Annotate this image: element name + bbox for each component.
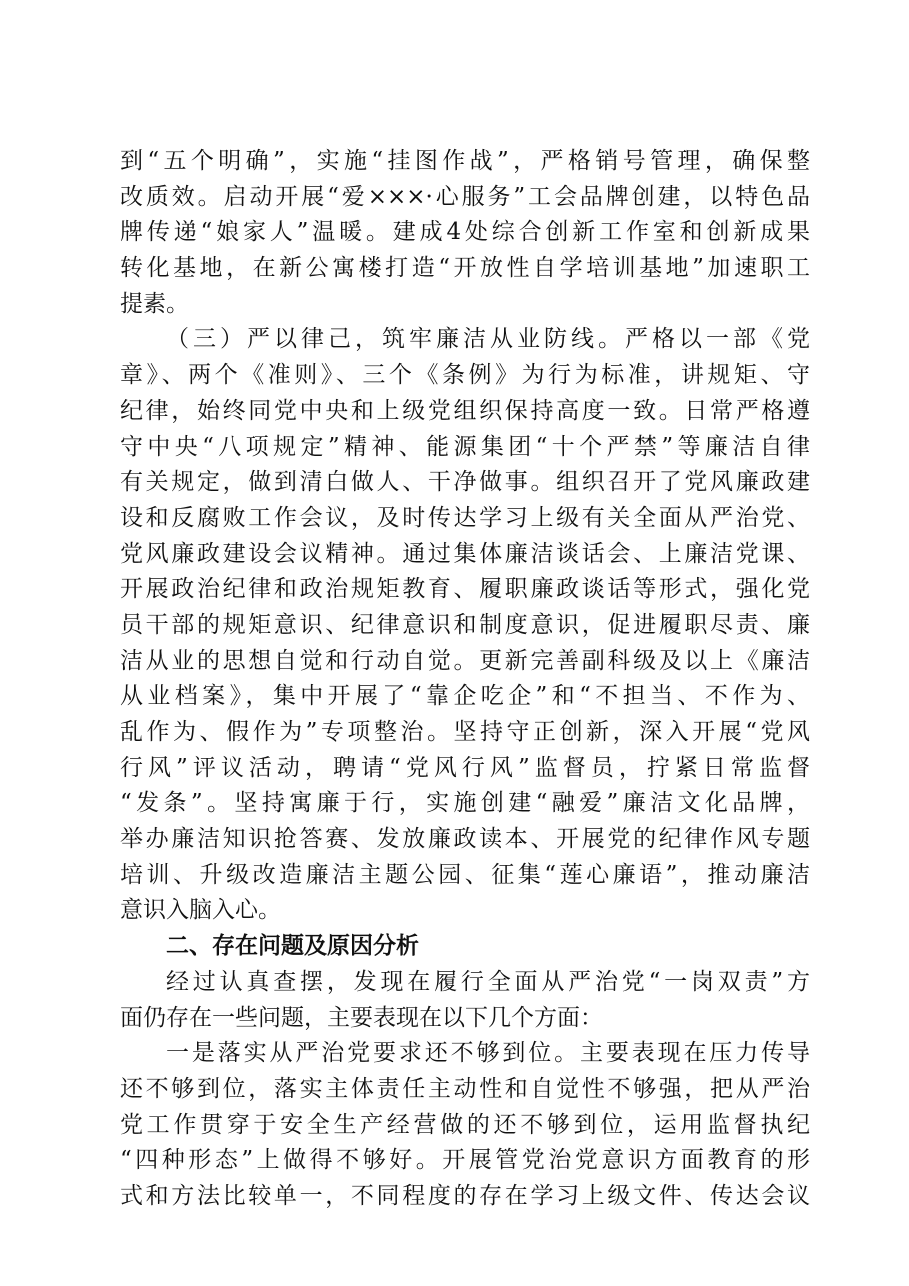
text-line: 党风廉政建设会议精神。通过集体廉洁谈话会、上廉洁党课、	[120, 540, 810, 567]
paragraph-issue-one	[120, 1036, 810, 1214]
text-line: 培训、升级改造廉洁主题公园、征集“莲心廉语”，推动廉洁	[120, 861, 810, 888]
text-line: 守中央“八项规定”精神、能源集团“十个严禁”等廉洁自律	[120, 433, 810, 460]
text-line: 转化基地，在新公寓楼打造“开放性自学培训基地”加速职工	[120, 255, 810, 282]
text-line: 面仍存在一些问题，主要表现在以下几个方面：	[120, 1004, 603, 1031]
paragraph-discipline	[120, 322, 810, 929]
text-line: 到“五个明确”，实施“挂图作战”，严格销号管理，确保整	[120, 148, 810, 174]
text-line: 乱作为、假作为”专项整治。坚持守正创新，深入开展“党风	[120, 719, 810, 745]
document-body	[120, 144, 810, 1215]
text-line: 从业档案》，集中开展了“靠企吃企”和“不担当、不作为、	[120, 683, 810, 710]
text-line: 意识入脑入心。	[120, 897, 281, 924]
text-line: 牌传递“娘家人”温暖。建成4处综合创新工作室和创新成果	[120, 219, 810, 246]
paragraph-overview	[120, 965, 810, 1036]
text-line: 举办廉洁知识抢答赛、发放廉政读本、开展党的纪律作风专题	[120, 826, 810, 853]
section-heading: 二、存在问题及原因分析	[166, 933, 419, 960]
paragraph-continuation	[120, 144, 810, 322]
text-line: 行风”评议活动，聘请“党风行风”监督员，拧紧日常监督	[120, 754, 810, 781]
text-line: 设和反腐败工作会议，及时传达学习上级有关全面从严治党、	[120, 504, 810, 531]
text-line: “四种形态”上做得不够好。开展管党治党意识方面教育的形	[120, 1147, 810, 1174]
text-line: 有关规定，做到清白做人、干净做事。组织召开了党风廉政建	[120, 469, 810, 496]
text-line: 式和方法比较单一，不同程度的存在学习上级文件、传达会议	[120, 1182, 810, 1209]
text-line: 开展政治纪律和政治规矩教育、履职廉政谈话等形式，强化党	[120, 576, 810, 603]
text-line: 还不够到位，落实主体责任主动性和自觉性不够强，把从严治	[120, 1075, 810, 1102]
text-line: 经过认真查摆，发现在履行全面从严治党“一岗双责”方	[166, 968, 810, 995]
text-line: 一是落实从严治党要求还不够到位。主要表现在压力传导	[166, 1040, 810, 1067]
text-line: 提素。	[120, 290, 189, 317]
text-line: 党工作贯穿于安全生产经营做的还不够到位，运用监督执纪	[120, 1111, 810, 1138]
text-line: 纪律，始终同党中央和上级党组织保持高度一致。日常严格遵	[120, 397, 810, 424]
text-line: 员干部的规矩意识、纪律意识和制度意识，促进履职尽责、廉	[120, 611, 810, 638]
text-line: 洁从业的思想自觉和行动自觉。更新完善副科级及以上《廉洁	[120, 647, 810, 674]
text-line: （三）严以律己，筑牢廉洁从业防线。严格以一部《党	[166, 326, 810, 353]
text-line: “发条”。坚持寓廉于行，实施创建“融爱”廉洁文化品牌，	[120, 790, 810, 817]
text-line: 章》、两个《准则》、三个《条例》为行为标准，讲规矩、守	[120, 362, 810, 389]
text-line: 改质效。启动开展“爱×××·心服务”工会品牌创建，以特色品	[120, 183, 810, 210]
